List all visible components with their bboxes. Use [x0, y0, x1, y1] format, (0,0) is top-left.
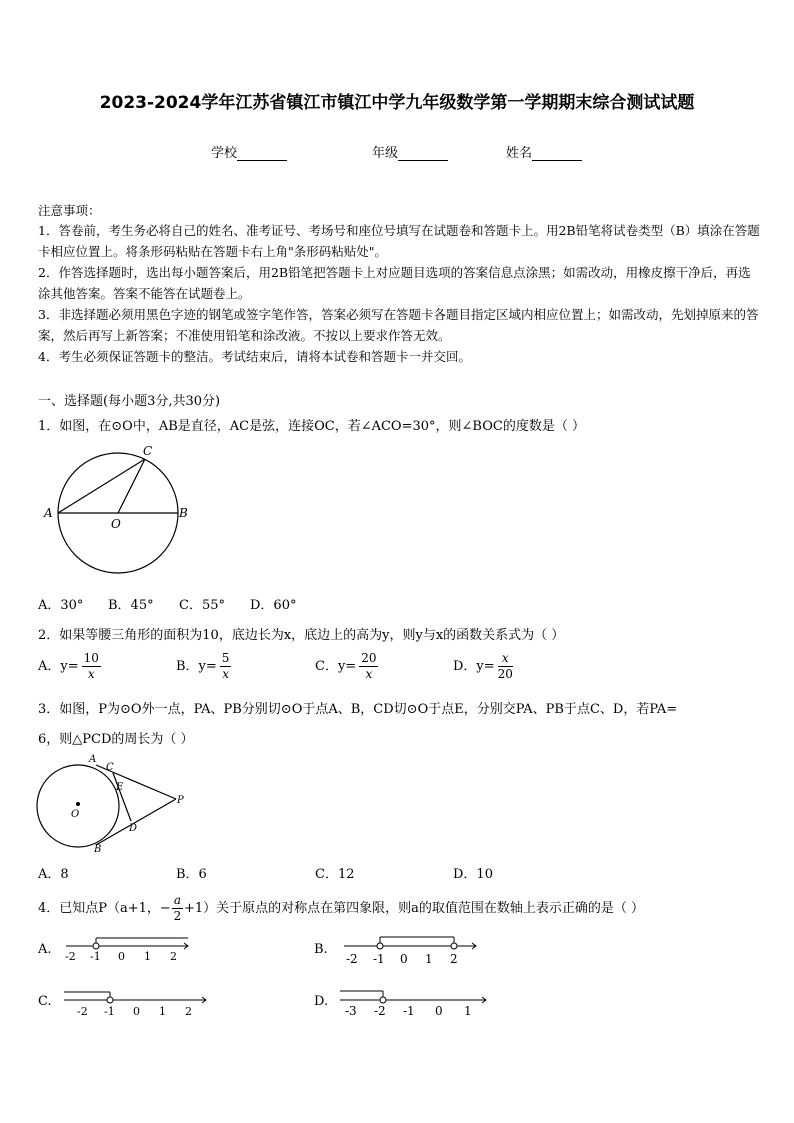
q4-option-a-number-line[interactable] [60, 932, 196, 962]
q3-label-p: P [177, 795, 184, 806]
q3-tangent-figure [30, 752, 200, 854]
q4-a-tick-5: 2 [170, 950, 177, 962]
notes-heading: 注意事项： [38, 203, 101, 218]
q4-d-tick-2: -2 [374, 1004, 386, 1018]
grade-field[interactable] [372, 142, 448, 161]
q4-c-tick-4: 1 [159, 1005, 166, 1018]
q4-fraction [172, 893, 183, 924]
q4-option-b-label[interactable]: B. [314, 942, 328, 957]
q2-text: 2．如果等腰三角形的面积为10，底边长为x，底边上的高为y，则y与x的函数关系式为（ ） [38, 628, 565, 643]
q2-option-c[interactable] [315, 651, 378, 682]
q2-option-a-prefix: A．y= [38, 659, 79, 674]
q4-a-tick-2: -1 [90, 950, 101, 962]
q4-c-tick-2: -1 [104, 1005, 115, 1018]
q4-option-b-number-line[interactable] [340, 932, 482, 966]
q4-b-tick-3: 0 [400, 952, 408, 966]
q3-text-line2: 6，则△PCD的周长为（ ） [38, 732, 194, 747]
q2-option-b-den: x [222, 667, 229, 681]
q4-frac-den: 2 [173, 909, 182, 923]
q3-option-b[interactable]: B．6 [176, 867, 207, 882]
q4-d-tick-5: 1 [464, 1004, 472, 1018]
q4-d-tick-4: 0 [435, 1004, 443, 1018]
note-item-1: 1．答卷前，考生务必将自己的姓名、准考证号、考场号和座位号填写在试题卷和答题卡上。用2B铅笔将试卷类型（B）填涂在答题卡相应位置上。将条形码粘贴在答题卡右上角"条形码粘贴处"。 [38, 223, 760, 259]
school-label: 学校 [211, 146, 238, 161]
q4-option-c-label[interactable]: C. [38, 994, 52, 1009]
q1-text: 1．如图，在⊙O中，AB是直径，AC是弦，连接OC，若∠ACO=30°，则∠BOC的度数是（ ） [38, 419, 585, 434]
section-heading: 一、选择题(每小题3分,共30分) [38, 394, 221, 409]
q3-option-a[interactable]: A．8 [38, 867, 69, 882]
q2-option-a-fraction [82, 651, 101, 682]
q2-option-a-den: x [87, 667, 95, 681]
q3-label-b: B [94, 844, 102, 854]
grade-blank[interactable] [398, 146, 448, 161]
q2-option-c-fraction [359, 651, 378, 682]
q2-option-d-prefix: D．y= [453, 659, 495, 674]
q1-label-c: C [143, 444, 153, 458]
q1-label-o: O [111, 517, 121, 531]
q4-b-tick-2: -1 [373, 952, 385, 966]
q4-d-tick-3: -1 [403, 1004, 415, 1018]
q2-option-d[interactable] [453, 651, 513, 682]
q2-option-d-fraction [498, 651, 513, 682]
q2-option-c-prefix: C．y= [315, 659, 357, 674]
q4-option-d-label[interactable]: D. [314, 994, 329, 1009]
q2-option-b-prefix: B．y= [176, 659, 217, 674]
q4-text-pre: 4．已知点P（a+1，− [38, 901, 171, 916]
q4-option-a-label[interactable]: A. [38, 942, 52, 957]
q2-option-a-num: 10 [83, 651, 99, 665]
q4-c-tick-1: -2 [77, 1005, 88, 1018]
q3-label-o: O [71, 809, 80, 820]
q2-option-b-fraction [220, 651, 232, 682]
q4-a-tick-1: -2 [65, 950, 76, 962]
q2-option-b[interactable] [176, 651, 231, 682]
q3-label-a: A [89, 754, 97, 765]
q4-text-post: +1）关于原点的对称点在第四象限，则a的取值范围在数轴上表示正确的是（ ） [183, 901, 645, 916]
note-item-2: 2．作答选择题时，选出每小题答案后，用2B铅笔把答题卡上对应题目选项的答案信息点涂黑；如需改动，用橡皮擦干净后，再选涂其他答案。答案不能答在试题卷上。 [38, 265, 751, 301]
q2-option-d-den: 20 [497, 667, 513, 681]
grade-label: 年级 [372, 146, 399, 161]
q4-option-d-number-line[interactable] [336, 984, 492, 1018]
school-field[interactable] [211, 142, 287, 161]
q1-label-b: B [179, 506, 188, 520]
q1-option-a[interactable]: A．30° [38, 598, 84, 613]
q3-text-line1: 3．如图，P为⊙O外一点，PA、PB分别切⊙O于点A、B，CD切⊙O于点E，分别交PA、PB于点C、D，若PA= [38, 702, 678, 717]
q4-a-tick-4: 1 [144, 950, 151, 962]
q1-label-a: A [44, 506, 53, 520]
q4-option-c-number-line[interactable] [60, 984, 210, 1018]
note-item-4: 4．考生必须保证答题卡的整洁。考试结束后，请将本试卷和答题卡一并交回。 [38, 349, 471, 364]
q4-text [38, 893, 644, 924]
q3-label-e: E [116, 782, 124, 793]
q3-option-c[interactable]: C．12 [315, 867, 355, 882]
q4-b-tick-4: 1 [425, 952, 433, 966]
q3-option-d[interactable]: D．10 [453, 867, 493, 882]
name-label: 姓名 [506, 146, 533, 161]
q2-option-d-num: x [498, 651, 513, 667]
name-blank[interactable] [532, 146, 582, 161]
q3-label-c: C [106, 762, 114, 773]
q4-d-tick-1: -3 [345, 1004, 357, 1018]
page-title: 2023-2024学年江苏省镇江市镇江中学九年级数学第一学期期末综合测试试题 [99, 93, 695, 113]
q3-label-d: D [129, 823, 138, 834]
q4-b-tick-5: 2 [450, 952, 458, 966]
note-item-3: 3．非选择题必须用黑色字迹的钢笔或签字笔作答，答案必须写在答题卡各题目指定区域内相应位置上；如需改动，先划掉原来的答案，然后再写上新答案；不准使用铅笔和涂改液。不按以上要求作答无效。 [38, 307, 759, 343]
q1-circle-figure [38, 438, 198, 598]
q4-c-tick-5: 2 [185, 1005, 192, 1018]
q1-option-d[interactable]: D．60° [250, 598, 297, 613]
q2-option-b-num: 5 [221, 651, 230, 665]
q2-option-c-num: 20 [361, 651, 377, 665]
q1-option-c[interactable]: C．55° [179, 598, 225, 613]
q1-option-b[interactable]: B．45° [108, 598, 154, 613]
q4-c-tick-3: 0 [133, 1005, 140, 1018]
name-field[interactable] [506, 142, 582, 161]
q4-b-tick-1: -2 [346, 952, 358, 966]
q4-frac-num: a [173, 893, 181, 907]
q2-option-c-den: x [365, 667, 373, 681]
school-blank[interactable] [237, 146, 287, 161]
q4-a-tick-3: 0 [118, 950, 125, 962]
q2-option-a[interactable] [38, 651, 101, 682]
